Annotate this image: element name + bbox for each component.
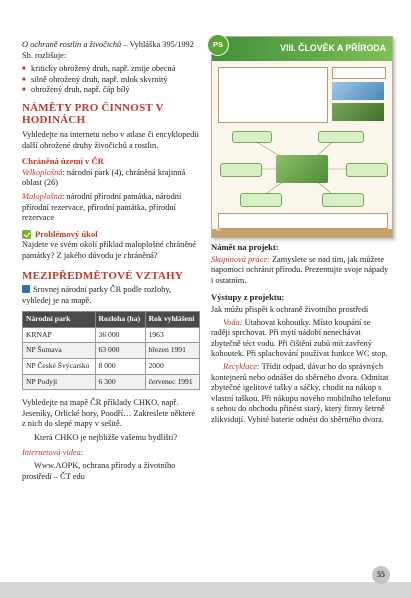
velkoplosna-text: : národní park (4), chráněná krajinná oblast (26) xyxy=(22,167,186,188)
workbook-caption xyxy=(332,67,386,79)
table-cell: NP České Švýcarsko xyxy=(23,358,96,374)
mind-map-node xyxy=(322,193,364,207)
table-cell: KRNAP xyxy=(23,327,96,343)
mind-map-node xyxy=(346,163,388,177)
ps-badge: PS xyxy=(207,34,229,56)
list-item: ■ kriticky ohrožený druh, např. zmije obecná xyxy=(22,64,200,75)
mezipred-paragraph xyxy=(22,285,200,306)
table-cell: 8 000 xyxy=(95,358,145,374)
table-cell: 1963 xyxy=(145,327,199,343)
list-item: ■ ohrožený druh, např. čáp bílý xyxy=(22,85,200,96)
mind-map-node xyxy=(232,131,272,143)
maloplosna-paragraph xyxy=(22,192,200,224)
forest-photo xyxy=(332,103,384,121)
chko-question: Která CHKO je nejbližše vašemu bydlišti? xyxy=(34,432,178,442)
intro-paragraph xyxy=(22,40,200,61)
parks-table xyxy=(22,311,200,390)
maloplosna-label: Maloplošná xyxy=(22,191,63,201)
center-photo xyxy=(276,155,328,183)
voda-text: Utahovat kohoutky. Místo koupání se raději sprchovat. Při mytí nádobí nenechávat zbytečně téct vodu. Při čištění zubů mít zavřený kohoutek. Při splachování používat funkce WC stop. xyxy=(211,317,388,359)
table-row xyxy=(23,327,200,343)
problem-title: Problémový úkol xyxy=(35,228,98,239)
species-list xyxy=(22,64,200,96)
table-cell: NP Podyjí xyxy=(23,374,96,390)
intro-title: O ochraně rostlin a živočichů xyxy=(22,40,122,49)
voda-paragraph xyxy=(211,318,391,360)
velkoplosna-label: Velkoplošná xyxy=(22,167,63,177)
chko-text: Vyhledejte na mapě ČR příklady CHKO, např. Jeseníky, Orlické hory, Poodří… Zakreslete některé z nich do slepé mapy v sešitě. xyxy=(22,398,196,429)
table-cell: 36 000 xyxy=(95,327,145,343)
namet-label: Skupinová práce: xyxy=(211,254,270,264)
voda-label: Voda: xyxy=(223,317,243,327)
page-number: 55 xyxy=(372,566,390,584)
intro-rest: – Vyhláška 395/1992 Sb. rozlišuje: xyxy=(22,40,194,60)
chranena-heading: Chráněná území v ČR xyxy=(22,156,104,167)
table-row xyxy=(23,358,200,374)
namety-text: Vyhledejte na internetu nebo v atlase či encyklopedii další ohrožené druhy živočichů a rostlin. xyxy=(22,129,199,150)
problem-text: Najdete ve svém okolí příklad maloplošné chráněné památky? Z jakého důvodu je chráněná? xyxy=(22,240,196,260)
problem-heading xyxy=(22,229,200,240)
table-cell: 2000 xyxy=(145,358,199,374)
workbook-body xyxy=(218,67,386,126)
velkoplosna-paragraph xyxy=(22,168,200,189)
recyklace-paragraph xyxy=(211,362,391,426)
table-cell: 6 300 xyxy=(95,374,145,390)
workbook-header xyxy=(212,37,392,61)
square-bullet-icon xyxy=(22,285,30,293)
maloplosna-text: : národní přírodní památka, národní přírodní rezervace, přírodní památka, přírodní rezervace xyxy=(22,191,182,223)
left-column xyxy=(22,40,200,485)
workbook-thumbnail xyxy=(211,36,393,238)
namet-heading: Námět na projekt: xyxy=(211,242,279,252)
internet-heading: Internetová videa: xyxy=(22,447,84,457)
mind-map-node xyxy=(240,193,282,207)
workbook-photos xyxy=(332,67,386,123)
table-header: Národní park xyxy=(23,312,96,328)
list-item: ■ silně ohrožený druh, např. mlok skvrnitý xyxy=(22,75,200,86)
mezipred-heading: MEZIPŘEDMĚTOVÉ VZTAHY xyxy=(22,269,183,282)
namety-heading: NÁMĚTY PRO ČINNOST V HODINÁCH xyxy=(22,101,164,127)
workbook-exercise-box xyxy=(218,67,328,123)
landscape-photo xyxy=(332,82,384,100)
project-section xyxy=(211,242,391,428)
table-row xyxy=(23,374,200,390)
workbook-footer xyxy=(212,229,392,237)
table-cell: 63 000 xyxy=(95,343,145,359)
table-row xyxy=(23,343,200,359)
mind-map-node xyxy=(220,163,262,177)
workbook-title: VIII. ČLOVĚK A PŘÍRODA xyxy=(280,43,386,53)
bottom-bar xyxy=(0,582,411,598)
mind-map-node xyxy=(318,131,364,143)
vystupy-heading: Výstupy z projektu: xyxy=(211,292,285,303)
mezipred-text: Srovnej národní parky ČR podle rozlohy, vyhledej je na mapě. xyxy=(22,285,172,305)
internet-text: Www.AOPK, ochrana přírody a životního prostředí – ČT edu xyxy=(22,461,176,481)
table-header: Rok vyhlášení xyxy=(145,312,199,328)
table-cell: březen 1991 xyxy=(145,343,199,359)
workbook-top-row xyxy=(218,67,386,123)
checkmark-icon xyxy=(22,230,31,239)
table-cell: červenec 1991 xyxy=(145,374,199,390)
workbook-bottom-exercise xyxy=(218,213,388,229)
mind-map xyxy=(218,129,386,209)
namet-paragraph xyxy=(211,255,391,287)
table-header: Rozloha (ha) xyxy=(95,312,145,328)
recyklace-text: Třídit odpad, dávat ho do správných kontejnerů nebo odnášet do sběrného dvora. Odmítat zbytečné igelitové tašky a sáčky, chodit na nákup s vlastní taškou. Při nákupu nového mobilního telefonu s sebou do obchodu přinést starý, který firmy šetrně zlikvidují. Vybité baterie odnést do sběrného dvora. xyxy=(211,361,391,424)
namet-text: Zamyslete se nad tím, jak můžete napomoci ochránit přírodu. Prezentujte svoje nápady i ostatním. xyxy=(211,254,389,285)
table-cell: NP Šumava xyxy=(23,343,96,359)
recyklace-label: Recyklace: xyxy=(223,361,260,371)
workbook-page-number: 50 xyxy=(216,227,221,233)
vystupy-text: Jak můžu přispět k ochraně životního prostředí xyxy=(211,304,369,314)
